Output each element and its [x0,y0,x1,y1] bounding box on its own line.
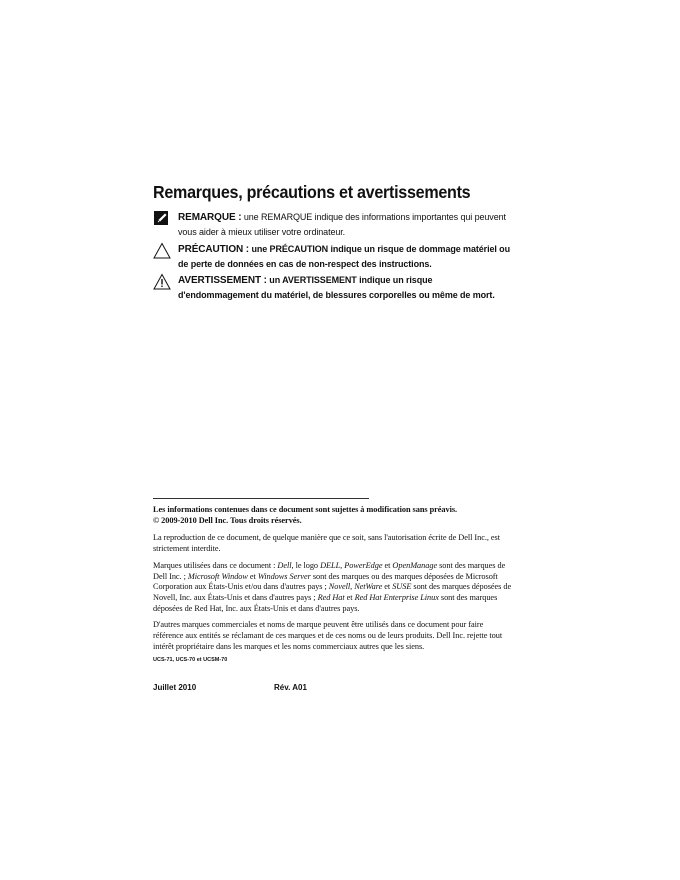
warning-label: AVERTISSEMENT : [178,275,267,286]
trademark-text: , le logo [291,560,321,570]
trademark-text: Marques utilisées dans ce document : [153,560,278,570]
trademark-text: sont des marques de Dell Inc. ; [153,560,506,581]
divider-rule [153,498,369,499]
caution-notice [153,242,513,272]
publication-date: Juillet 2010 [153,683,197,692]
trademark-text: et [247,571,258,581]
warning-exclamation-icon [153,273,171,291]
trademark-text: sont des marques ou des marques déposées de Microsoft Corporation aux États-Unis et/ou dans d'autres pays ; [153,571,498,592]
trademark-text: et [344,592,355,602]
trademarks-paragraph [153,561,515,615]
trademark-text: , [340,560,345,570]
reproduction-notice: La reproduction de ce document, de quelque manière que ce soit, sans l'autorisation écrite de Dell Inc., est strictement interdite. [153,533,500,554]
trademark-text: et [382,560,393,570]
trademark-red-hat: Red Hat [317,592,345,602]
note-label: REMARQUE : [178,212,242,223]
legal-section [153,505,515,658]
model-numbers: UCS-71, UCS-70 et UCSM-70 [153,657,228,663]
trademark-microsoft: Microsoft [187,571,220,581]
trademark-openmanage: OpenManage [392,560,438,570]
caution-text: une PRÉCAUTION indique un risque de dommage matériel ou de perte de données en cas de non-respect des instructions. [178,244,510,269]
trademark-suse: SUSE [392,582,412,592]
page-title: Remarques, précautions et avertissements [153,182,471,202]
caution-label: PRÉCAUTION : [178,244,250,255]
note-pencil-icon [153,210,171,228]
warning-notice [153,273,513,303]
other-marks-notice: D'autres marques commerciales et noms de marque peuvent être utilisés dans ce document pour faire référence aux entités se réclamant de ces marques et de ces noms ou de leurs produits. Dell Inc. rejette tout intérêt propriétaire dans les marques et les noms commerciaux autres que les siens. [153,620,503,651]
caution-triangle-icon [153,242,171,260]
trademark-netware: NetWare [354,582,383,592]
revision-number: Rév. A01 [274,683,307,692]
trademark-text: , [350,582,355,592]
trademark-text: sont des marques déposées de Red Hat, Inc. aux États-Unis et dans d'autres pays. [153,592,498,613]
trademark-text: sont des marques déposées de Novell, Inc. aux États-Unis et dans d'autres pays ; [153,582,512,602]
warning-text: un AVERTISSEMENT indique un risque d'endommagement du matériel, de blessures corporelles ou même de mort. [178,275,495,300]
trademark-text: et [382,582,393,592]
trademark-rhel: Red Hat Enterprise Linux [354,592,439,602]
trademark-novell: Novell [328,582,351,592]
note-notice [153,210,513,240]
note-text: une REMARQUE indique des informations importantes qui peuvent vous aider à mieux utiliser votre ordinateur. [178,212,506,237]
trademark-dell: Dell [277,560,292,570]
trademark-window: Window [221,571,248,581]
trademark-windows-server: Windows Server [257,571,311,581]
trademark-dell-logo: DELL [320,560,341,570]
legal-headline [153,505,515,526]
trademark-poweredge: PowerEdge [344,560,383,570]
modification-notice: Les informations contenues dans ce document sont sujettes à modification sans préavis. [153,505,458,514]
copyright-notice: © 2009-2010 Dell Inc. Tous droits réservés. [153,515,302,525]
